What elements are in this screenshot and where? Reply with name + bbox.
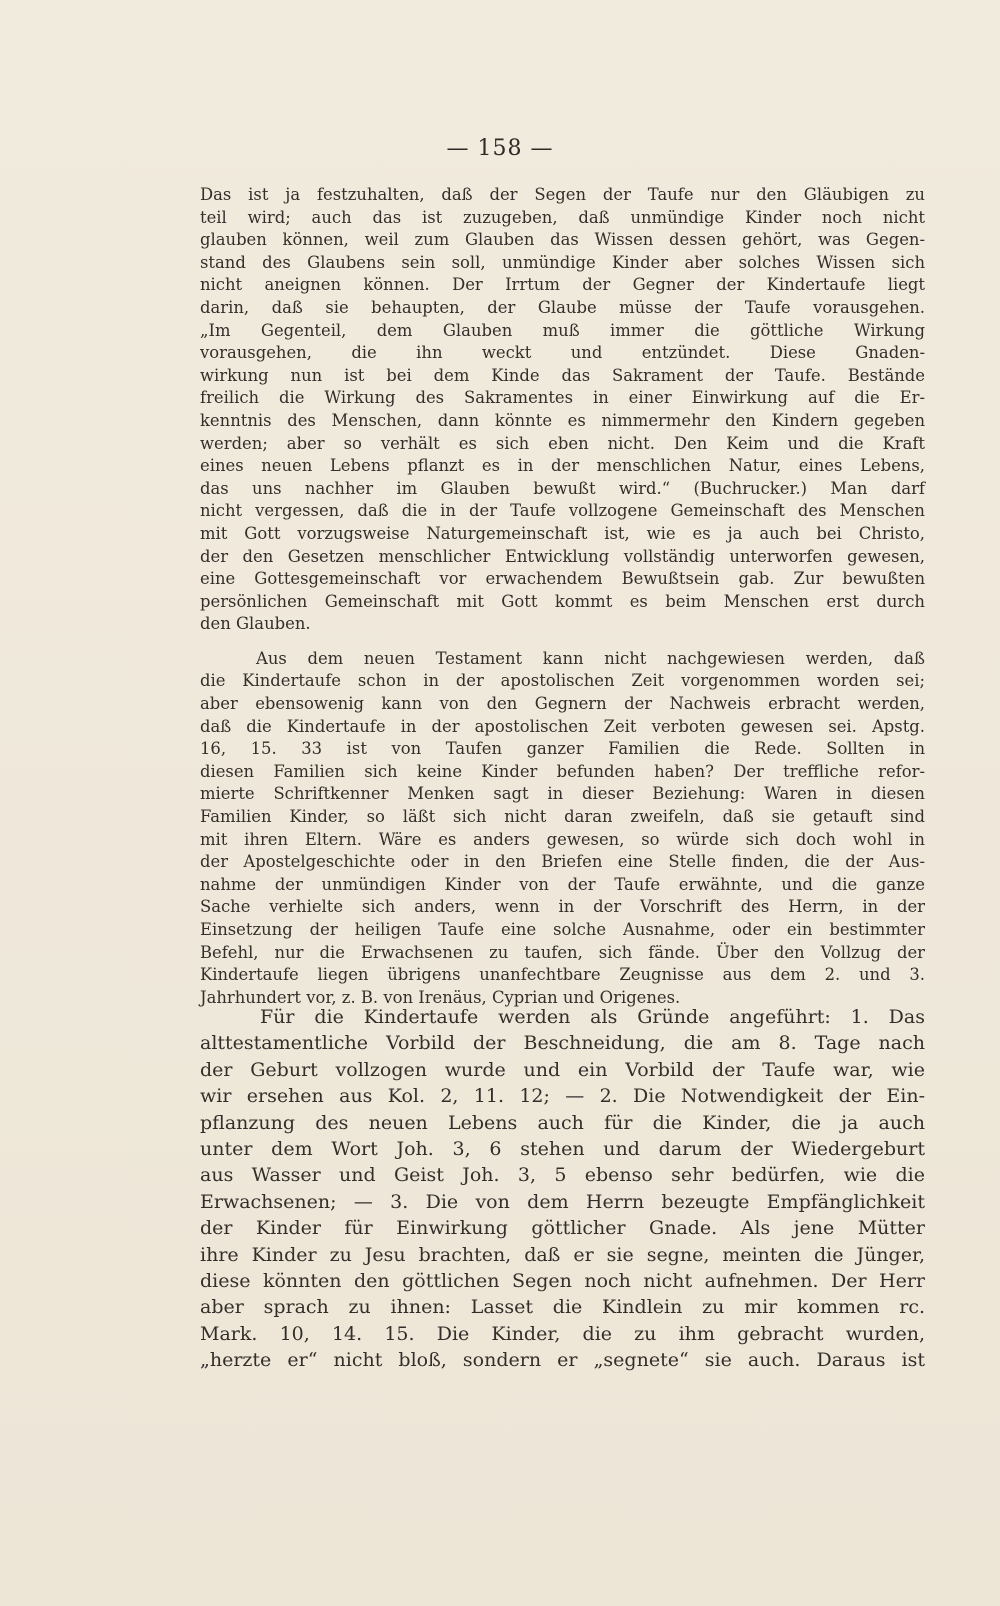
- text-line: eines neuen Lebens pflanzt es in der menschlichen Natur, eines Lebens,: [200, 456, 925, 476]
- text-line: darin, daß sie behaupten, der Glaube müsse der Taufe vorausgehen.: [200, 297, 925, 317]
- text-line: Befehl, nur die Erwachsenen zu taufen, sich fände. Über den Vollzug der: [200, 942, 925, 962]
- body-text-large: [200, 1004, 925, 1374]
- text-line: „herzte er“ nicht bloß, sondern er „segnete“ sie auch. Daraus ist: [200, 1349, 925, 1372]
- text-line: den Glauben.: [200, 614, 311, 634]
- body-text-small: [200, 184, 925, 1009]
- text-line: Mark. 10, 14. 15. Die Kinder, die zu ihm gebracht wurden,: [200, 1322, 925, 1345]
- text-line: die Kindertaufe schon in der apostolischen Zeit vorgenommen worden sei;: [200, 671, 925, 691]
- text-line: diese könnten den göttlichen Segen noch nicht aufnehmen. Der Herr: [200, 1270, 925, 1293]
- text-line: mit ihren Eltern. Wäre es anders gewesen, so würde sich doch wohl in: [200, 829, 925, 849]
- text-line: aber sprach zu ihnen: Lasset die Kindlein zu mir kommen rc.: [200, 1296, 925, 1319]
- text-line: Aus dem neuen Testament kann nicht nachgewiesen werden, daß: [256, 648, 925, 668]
- text-line: der Kinder für Einwirkung göttlicher Gnade. Als jene Mütter: [200, 1217, 925, 1240]
- text-line: Sache verhielte sich anders, wenn in der Vorschrift des Herrn, in der: [200, 897, 925, 917]
- text-line: Jahrhundert vor, z. B. von Irenäus, Cyprian und Origenes.: [200, 987, 681, 1007]
- text-line: Das ist ja festzuhalten, daß der Segen der Taufe nur den Gläubigen zu: [200, 185, 925, 204]
- text-line: nicht vergessen, daß die in der Taufe vollzogene Gemeinschaft des Menschen: [200, 501, 925, 521]
- text-line: aber ebensowenig kann von den Gegnern der Nachweis erbracht werden,: [200, 694, 925, 714]
- text-line: aus Wasser und Geist Joh. 3, 5 ebenso sehr bedürfen, wie die: [200, 1164, 925, 1187]
- page-number: — 158 —: [446, 136, 554, 161]
- text-line: freilich die Wirkung des Sakramentes in einer Einwirkung auf die Er-: [200, 388, 925, 408]
- text-line: kenntnis des Menschen, dann könnte es nimmermehr den Kindern gegeben: [200, 410, 925, 430]
- text-line: Erwachsenen; — 3. Die von dem Herrn bezeugte Empfänglichkeit: [200, 1190, 925, 1213]
- text-line: diesen Familien sich keine Kinder befunden haben? Der treffliche refor-: [200, 761, 925, 781]
- text-line: ihre Kinder zu Jesu brachten, daß er sie segne, meinten die Jünger,: [200, 1243, 925, 1266]
- text-line: das uns nachher im Glauben bewußt wird.“ (Buchrucker.) Man darf: [200, 478, 925, 498]
- text-line: „Im Gegenteil, dem Glauben muß immer die göttliche Wirkung: [200, 320, 925, 340]
- text-line: der Geburt vollzogen wurde und ein Vorbild der Taufe war, wie: [200, 1058, 925, 1081]
- text-line: glauben können, weil zum Glauben das Wissen dessen gehört, was Gegen-: [200, 230, 925, 250]
- text-line: mit Gott vorzugsweise Naturgemeinschaft ist, wie es ja auch bei Christo,: [200, 523, 925, 543]
- text-line: pflanzung des neuen Lebens auch für die Kinder, die ja auch: [200, 1111, 925, 1134]
- text-line: daß die Kindertaufe in der apostolischen Zeit verboten gewesen sei. Apstg.: [200, 716, 925, 736]
- text-line: persönlichen Gemeinschaft mit Gott kommt es beim Menschen erst durch: [200, 591, 925, 611]
- text-line: werden; aber so verhält es sich eben nicht. Den Keim und die Kraft: [200, 433, 925, 453]
- text-line: eine Gottesgemeinschaft vor erwachendem Bewußtsein gab. Zur bewußten: [200, 569, 925, 589]
- text-line: alttestamentliche Vorbild der Beschneidung, die am 8. Tage nach: [200, 1032, 925, 1055]
- text-line: der den Gesetzen menschlicher Entwicklung vollständig unterworfen gewesen,: [200, 546, 925, 566]
- text-line: mierte Schriftkenner Menken sagt in dieser Beziehung: Waren in diesen: [200, 784, 925, 804]
- text-line: teil wird; auch das ist zuzugeben, daß unmündige Kinder noch nicht: [200, 207, 925, 227]
- text-line: Kindertaufe liegen übrigens unanfechtbare Zeugnisse aus dem 2. und 3.: [200, 965, 925, 985]
- text-line: Einsetzung der heiligen Taufe eine solche Ausnahme, oder ein bestimmter: [200, 920, 925, 939]
- text-line: wir ersehen aus Kol. 2, 11. 12; — 2. Die Notwendigkeit der Ein-: [200, 1085, 925, 1108]
- text-line: unter dem Wort Joh. 3, 6 stehen und darum der Wiedergeburt: [200, 1138, 925, 1161]
- text-line: nahme der unmündigen Kinder von der Taufe erwähnte, und die ganze: [200, 874, 925, 894]
- text-line: 16, 15. 33 ist von Taufen ganzer Familien die Rede. Sollten in: [200, 739, 925, 759]
- text-line: nicht aneignen können. Der Irrtum der Gegner der Kindertaufe liegt: [200, 275, 925, 295]
- text-line: Familien Kinder, so läßt sich nicht daran zweifeln, daß sie getauft sind: [200, 807, 925, 827]
- text-line: vorausgehen, die ihn weckt und entzündet. Diese Gnaden-: [200, 343, 925, 363]
- text-line: der Apostelgeschichte oder in den Briefen eine Stelle finden, die der Aus-: [200, 852, 925, 872]
- text-line: wirkung nun ist bei dem Kinde das Sakrament der Taufe. Bestände: [200, 365, 925, 385]
- text-line: stand des Glaubens sein soll, unmündige Kinder aber solches Wissen sich: [200, 252, 925, 272]
- text-line: Für die Kindertaufe werden als Gründe angeführt: 1. Das: [260, 1006, 925, 1028]
